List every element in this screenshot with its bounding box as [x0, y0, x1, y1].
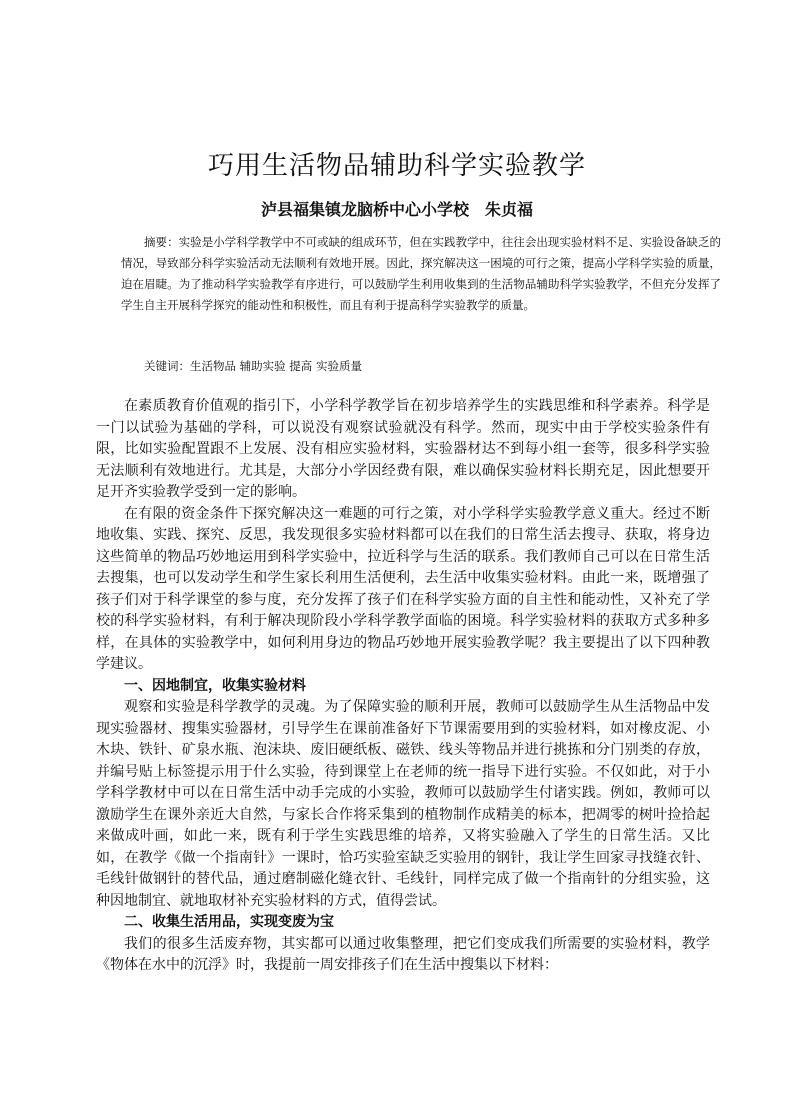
keywords-label: 关键词： [144, 359, 190, 373]
paragraph: 观察和实验是科学教学的灵魂。为了保障实验的顺利开展，教师可以鼓励学生从生活物品中发现实验器材、搜集实验器材，引导学生在课前准备好下节课需要用到的实验材料，如对橡皮泥、小木块、铁针、矿泉水瓶、泡沫块、废旧硬纸板、磁铁、线头等物品并进行挑拣和分门别类的存放，并编号贴上标签提示用于什么实验，待到课堂上在老师的统一指导下进行实验。不仅如此，对于小学科学教材中可以在日常生活中动手完成的小实验，教师可以鼓励学生付诸实践。例如，教师可以激励学生在课外亲近大自然，与家长合作将采集到的植物制作成精美的标本，把凋零的树叶捡拾起来做成叶画，如此一来，既有利于学生实践思维的培养，又将实验融入了学生的日常生活。又比如，在教学《做一个指南针》一课时，恰巧实验室缺乏实验用的钢针，我让学生回家寻找缝衣针、毛线针做钢针的替代品，通过磨制磁化缝衣针、毛线针，同样完成了做一个指南针的分组实验，这种因地制宜、就地取材补充实验材料的方式，值得尝试。 [96, 699, 710, 909]
abstract-label: 摘要： [144, 235, 179, 249]
paragraph: 在有限的资金条件下探究解决这一难题的可行之策，对小学科学实验教学意义重大。经过不断地收集、实践、探究、反思，我发现很多实验材料都可以在我们的日常生活去搜寻、获取，将身边这些简单的物品巧妙地运用到科学实验中，拉近科学与生活的联系。我们教师自己可以在日常生活去搜集，也可以发动学生和学生家长利用生活便利，去生活中收集实验材料。由此一来，既增强了孩子们对于科学课堂的参与度，充分发挥了孩子们在科学实验方面的自主性和能动性，又补充了学校的科学实验材料，有利于解决现阶段小学科学教学面临的困境。科学实验材料的获取方式多种多样，在具体的实验教学中，如何利用身边的物品巧妙地开展实验教学呢？我主要提出了以下四种教学建议。 [96, 505, 710, 672]
paragraph: 我们的很多生活废弃物，其实都可以通过收集整理，把它们变成我们所需要的实验材料，教学《物体在水中的沉浮》时，我提前一周安排孩子们在生活中搜集以下材料： [96, 935, 710, 973]
keywords-text: 生活物品 辅助实验 提高 实验质量 [190, 359, 362, 373]
section-heading: 一、因地制宜，收集实验材料 [124, 677, 306, 694]
document-body [96, 396, 710, 977]
section-heading: 二、收集生活用品，实现变废为宝 [124, 914, 334, 930]
abstract-text: 实验是小学科学教学中不可或缺的组成环节，但在实践教学中，往往会出现实验材料不足、实验设备缺乏的情况，导致部分科学实验活动无法顺利有效地开展。因此，探究解决这一困境的可行之策，提高小学科学实验的质量，迫在眉睫。为了推动科学实验教学有序进行，可以鼓励学生利用收集到的生活物品辅助科学实验教学，不但充分发挥了学生自主开展科学探究的能动性和积极性，而且有利于提高科学实验教学的质量。 [121, 235, 721, 312]
abstract [121, 232, 721, 316]
keywords [121, 356, 721, 376]
document-title: 巧用生活物品辅助科学实验教学 [207, 151, 586, 181]
author-line: 泸县福集镇龙脑桥中心小学校 朱贞福 [260, 200, 533, 219]
paragraph: 在素质教育价值观的指引下，小学科学教学旨在初步培养学生的实践思维和科学素养。科学是一门以试验为基础的学科，可以说没有观察试验就没有科学。然而，现实中由于学校实验条件有限，比如实验配置跟不上发展、没有相应实验材料，实验器材达不到每小组一套等，很多科学实验无法顺利有效地进行。尤其是，大部分小学因经费有限，难以确保实验材料长期充足，因此想要开足开齐实验教学受到一定的影响。 [96, 398, 710, 500]
